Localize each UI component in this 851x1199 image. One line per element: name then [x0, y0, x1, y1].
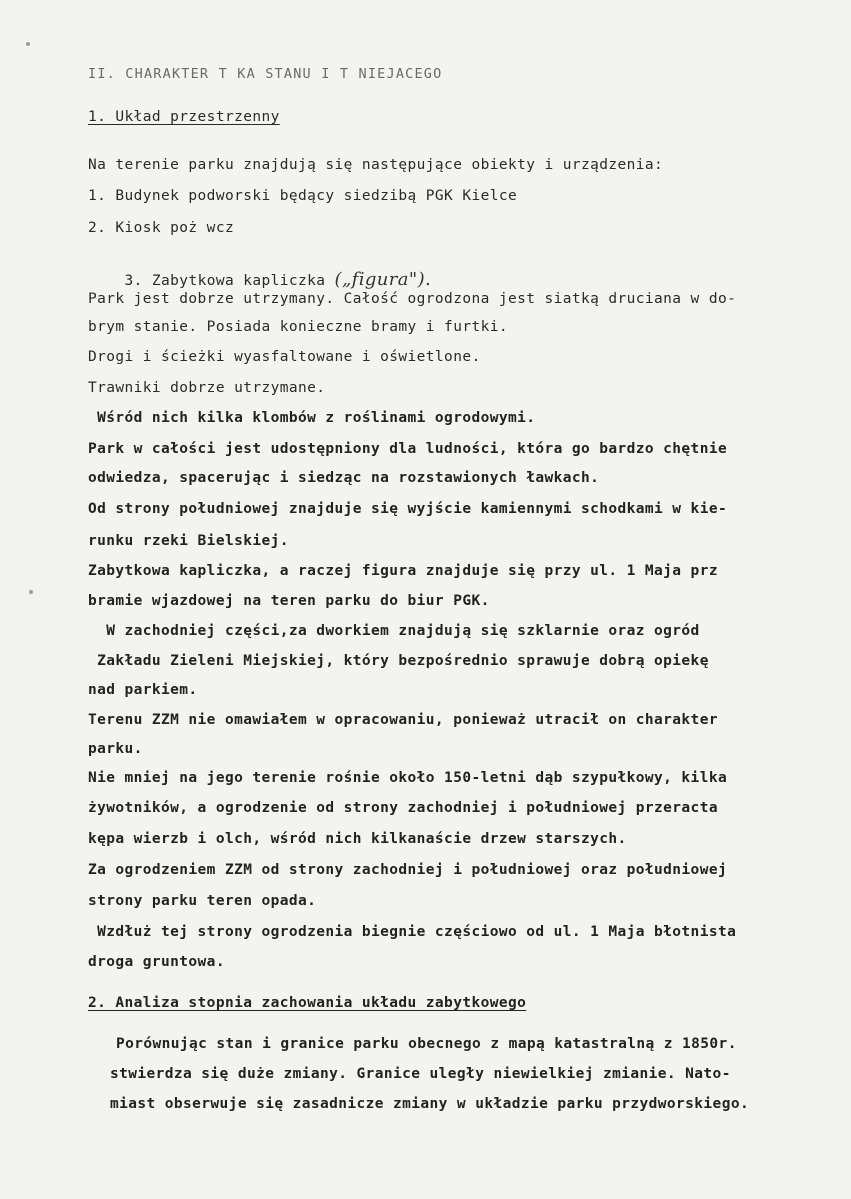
body-line: runku rzeki Bielskiej.: [88, 533, 289, 549]
margin-mark: [29, 590, 33, 594]
body-line: Park w całości jest udostępniony dla ludności, która go bardzo chętnie: [88, 441, 728, 457]
section-2-line: miast obserwuje się zasadnicze zmiany w układzie parku przydworskiego.: [110, 1096, 750, 1112]
chapter-heading: II. CHARAKTER T KA STANU I T NIEJACEGO: [88, 66, 443, 82]
body-line: W zachodniej części,za dworkiem znajdują się szklarnie oraz ogród: [88, 623, 700, 639]
body-line: bramie wjazdowej na teren parku do biur PGK.: [88, 593, 490, 609]
section-1-title: 1. Układ przestrzenny: [88, 109, 280, 125]
body-line: żywotników, a ogrodzenie od strony zachodniej i południowej przeracta: [88, 800, 718, 816]
list-item: 2. Kiosk poż wcz: [88, 220, 235, 236]
handwritten-annotation: („figura").: [334, 269, 432, 290]
body-line: nad parkiem.: [88, 682, 198, 698]
body-line: strony parku teren opada.: [88, 893, 317, 909]
body-line: Drogi i ścieżki wyasfaltowane i oświetlone.: [88, 349, 481, 365]
body-line: Wzdłuż tej strony ogrodzenia biegnie częściowo od ul. 1 Maja błotnista: [88, 924, 737, 940]
body-line: Wśród nich kilka klombów z roślinami ogrodowymi.: [88, 410, 536, 426]
body-line: Za ogrodzeniem ZZM od strony zachodniej i południowej oraz południowej: [88, 862, 728, 878]
body-line: Zakładu Zieleni Miejskiej, który bezpośrednio sprawuje dobrą opiekę: [88, 653, 709, 669]
body-line: Park jest dobrze utrzymany. Całość ogrodzona jest siatką druciana w do-: [88, 291, 737, 307]
list-item: 1. Budynek podworski będący siedzibą PGK Kielce: [88, 188, 518, 204]
section-2-title: 2. Analiza stopnia zachowania układu zabytkowego: [88, 995, 527, 1011]
body-line: Od strony południowej znajduje się wyjście kamiennymi schodkami w kie-: [88, 501, 728, 517]
body-line: droga gruntowa.: [88, 954, 225, 970]
body-line: brym stanie. Posiada konieczne bramy i furtki.: [88, 319, 508, 335]
section-2-line: stwierdza się duże zmiany. Granice uległy niewielkiej zmianie. Nato-: [110, 1066, 731, 1082]
body-line: parku.: [88, 741, 143, 757]
section-1-intro: Na terenie parku znajdują się następujące obiekty i urządzenia:: [88, 157, 664, 173]
body-line: Nie mniej na jego terenie rośnie około 150-letni dąb szypułkowy, kilka: [88, 770, 728, 786]
body-line: odwiedza, spacerując i siedząc na rozstawionych ławkach.: [88, 470, 600, 486]
body-line: Terenu ZZM nie omawiałem w opracowaniu, ponieważ utracił on charakter: [88, 712, 718, 728]
body-line: kępa wierzb i olch, wśród nich kilkanaście drzew starszych.: [88, 831, 627, 847]
margin-mark: [26, 42, 30, 46]
list-item-text: 3. Zabytkowa kapliczka: [124, 273, 335, 289]
body-line: Zabytkowa kapliczka, a raczej figura znajduje się przy ul. 1 Maja prz: [88, 563, 718, 579]
body-line: Trawniki dobrze utrzymane.: [88, 380, 326, 396]
section-2-line: Porównując stan i granice parku obecnego z mapą katastralną z 1850r.: [116, 1036, 737, 1052]
